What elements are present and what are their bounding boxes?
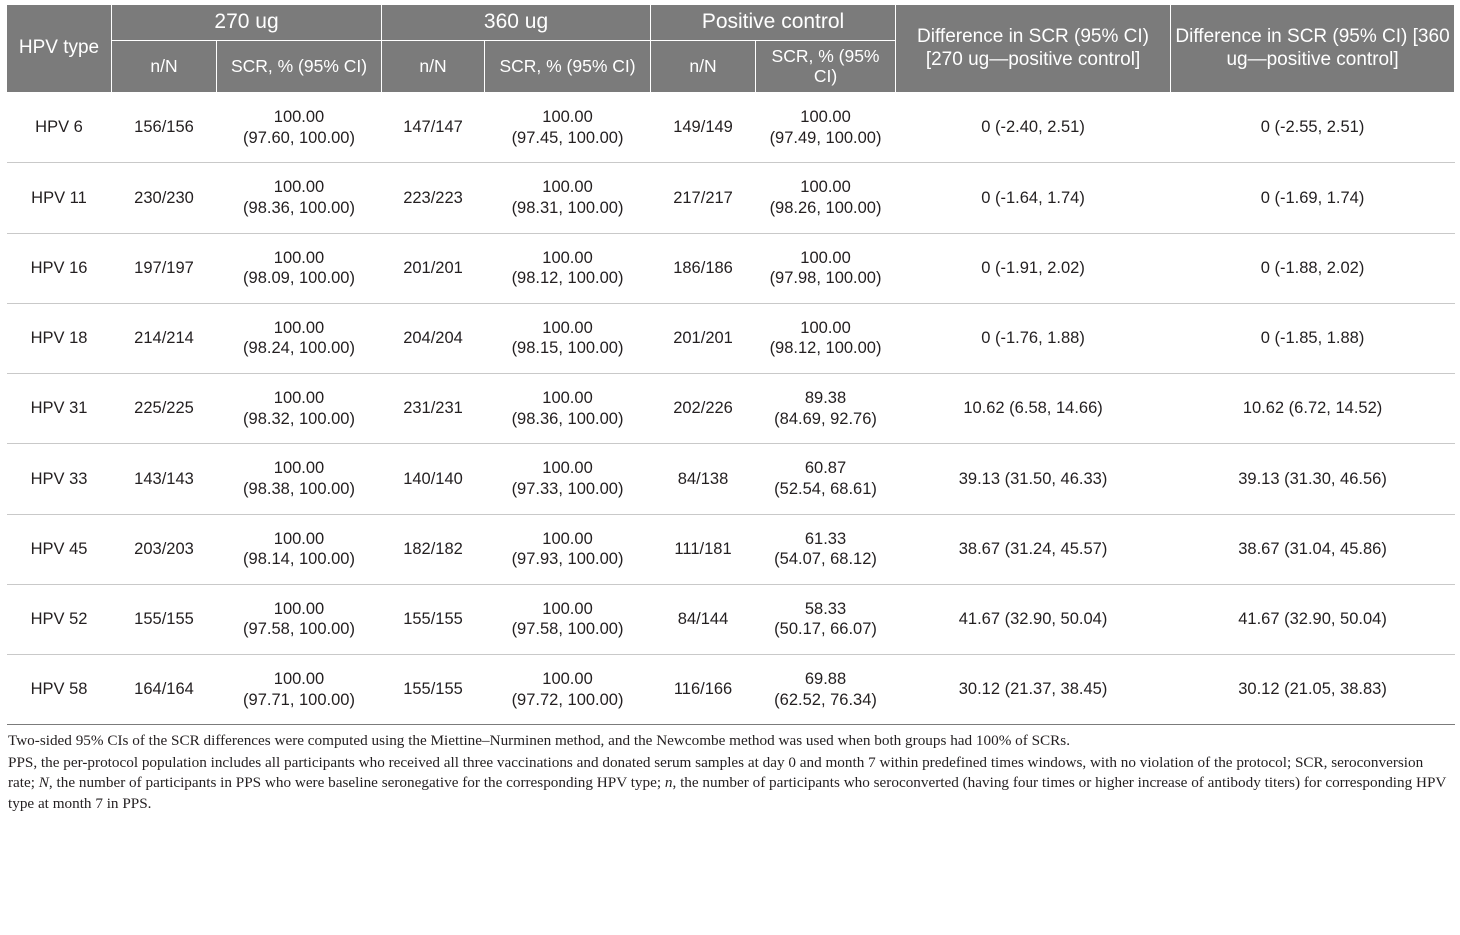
cell-scr-positive-control <box>756 93 896 163</box>
hpv-scr-table <box>6 4 1455 725</box>
cell-difference-360: 0 (-1.85, 1.88) <box>1171 303 1455 373</box>
cell-scr-positive-control <box>756 163 896 233</box>
cell-hpv-type: HPV 16 <box>7 233 112 303</box>
footnote-line-1: Two-sided 95% CIs of the SCR differences were computed using the Miettine–Nurminen method, and the Newcombe method was used when both groups had 100% of SCRs. <box>8 732 1071 750</box>
cell-scr-360 <box>485 93 651 163</box>
cell-nn-360: 147/147 <box>382 93 485 163</box>
scr-ci: (97.98, 100.00) <box>769 269 882 288</box>
footnote-part-2: , the number of participants in PPS who were baseline seronegative for the corresponding HPV type; <box>48 774 665 792</box>
scr-value: 100.00 <box>542 389 593 408</box>
header-scr-positive-control: SCR, % (95% CI) <box>756 40 896 92</box>
footnote-part-3: , the number of participants who seroconverted (having four times or higher increase of antibody titers) for corresponding HPV type at month 7 in PPS. <box>8 774 1447 812</box>
scr-ci: (97.33, 100.00) <box>511 479 624 498</box>
cell-nn-270: 214/214 <box>112 303 217 373</box>
header-row-top <box>7 5 1455 41</box>
scr-ci: (98.14, 100.00) <box>243 550 355 569</box>
header-nn-360: n/N <box>382 40 485 92</box>
scr-value: 69.88 <box>804 670 847 689</box>
table-body <box>7 93 1455 725</box>
scr-value: 100.00 <box>273 389 325 408</box>
table-row <box>7 233 1455 303</box>
cell-nn-270: 164/164 <box>112 655 217 725</box>
scr-ci: (84.69, 92.76) <box>774 409 877 428</box>
cell-nn-positive-control: 202/226 <box>651 374 756 444</box>
cell-hpv-type: HPV 58 <box>7 655 112 725</box>
cell-difference-360: 41.67 (32.90, 50.04) <box>1171 584 1455 654</box>
cell-difference-270: 0 (-1.64, 1.74) <box>896 163 1171 233</box>
scr-value: 100.00 <box>542 459 593 478</box>
cell-nn-270: 197/197 <box>112 233 217 303</box>
scr-ci: (98.36, 100.00) <box>511 409 624 428</box>
table-row <box>7 514 1455 584</box>
cell-scr-positive-control <box>756 514 896 584</box>
cell-scr-270 <box>217 233 382 303</box>
scr-value: 100.00 <box>542 108 593 127</box>
cell-difference-270: 38.67 (31.24, 45.57) <box>896 514 1171 584</box>
header-scr-270: SCR, % (95% CI) <box>217 40 382 92</box>
scr-ci: (97.45, 100.00) <box>511 128 624 147</box>
scr-ci: (62.52, 76.34) <box>774 690 877 709</box>
scr-value: 100.00 <box>273 670 325 689</box>
scr-value: 100.00 <box>273 178 325 197</box>
cell-scr-270 <box>217 584 382 654</box>
scr-value: 61.33 <box>804 529 847 548</box>
footnote-italic-n: n <box>664 774 673 792</box>
scr-value: 100.00 <box>273 599 325 618</box>
cell-nn-360: 223/223 <box>382 163 485 233</box>
cell-difference-360: 0 (-2.55, 2.51) <box>1171 93 1455 163</box>
table-row <box>7 163 1455 233</box>
cell-nn-270: 225/225 <box>112 374 217 444</box>
cell-nn-360: 182/182 <box>382 514 485 584</box>
cell-nn-positive-control: 111/181 <box>651 514 756 584</box>
scr-ci: (98.31, 100.00) <box>511 198 624 217</box>
scr-value: 100.00 <box>273 318 325 337</box>
header-group-270: 270 ug <box>112 5 382 41</box>
scr-ci: (98.36, 100.00) <box>243 198 355 217</box>
scr-value: 100.00 <box>800 178 851 197</box>
scr-ci: (98.12, 100.00) <box>769 339 882 358</box>
cell-nn-positive-control: 84/138 <box>651 444 756 514</box>
scr-value: 100.00 <box>542 529 593 548</box>
cell-nn-positive-control: 186/186 <box>651 233 756 303</box>
header-hpv-type: HPV type <box>7 5 112 93</box>
table-footnotes <box>6 725 1454 814</box>
scr-ci: (54.07, 68.12) <box>774 550 877 569</box>
cell-scr-360 <box>485 163 651 233</box>
cell-nn-270: 156/156 <box>112 93 217 163</box>
scr-ci: (98.38, 100.00) <box>243 479 355 498</box>
cell-nn-360: 155/155 <box>382 584 485 654</box>
table-row <box>7 444 1455 514</box>
table-row <box>7 655 1455 725</box>
cell-difference-270: 0 (-1.76, 1.88) <box>896 303 1171 373</box>
cell-scr-270 <box>217 93 382 163</box>
cell-nn-positive-control: 217/217 <box>651 163 756 233</box>
header-group-positive-control: Positive control <box>651 5 896 41</box>
cell-nn-positive-control: 201/201 <box>651 303 756 373</box>
cell-hpv-type: HPV 52 <box>7 584 112 654</box>
cell-nn-360: 204/204 <box>382 303 485 373</box>
scr-ci: (98.12, 100.00) <box>511 269 624 288</box>
cell-difference-360: 0 (-1.88, 2.02) <box>1171 233 1455 303</box>
cell-scr-360 <box>485 584 651 654</box>
table-row <box>7 93 1455 163</box>
cell-difference-360: 10.62 (6.72, 14.52) <box>1171 374 1455 444</box>
scr-value: 100.00 <box>542 318 593 337</box>
scr-ci: (98.32, 100.00) <box>243 409 355 428</box>
scr-ci: (97.71, 100.00) <box>243 690 355 709</box>
cell-difference-360: 39.13 (31.30, 46.56) <box>1171 444 1455 514</box>
cell-scr-270 <box>217 655 382 725</box>
cell-scr-270 <box>217 303 382 373</box>
table-header <box>7 5 1455 93</box>
cell-scr-360 <box>485 303 651 373</box>
cell-hpv-type: HPV 11 <box>7 163 112 233</box>
cell-difference-270: 0 (-1.91, 2.02) <box>896 233 1171 303</box>
cell-difference-270: 39.13 (31.50, 46.33) <box>896 444 1171 514</box>
cell-scr-360 <box>485 444 651 514</box>
cell-hpv-type: HPV 33 <box>7 444 112 514</box>
cell-scr-270 <box>217 374 382 444</box>
cell-hpv-type: HPV 18 <box>7 303 112 373</box>
scr-value: 60.87 <box>804 459 847 478</box>
cell-scr-360 <box>485 233 651 303</box>
scr-ci: (98.09, 100.00) <box>243 269 355 288</box>
cell-scr-positive-control <box>756 584 896 654</box>
scr-ci: (98.26, 100.00) <box>769 198 882 217</box>
cell-scr-270 <box>217 444 382 514</box>
cell-scr-positive-control <box>756 655 896 725</box>
scr-value: 100.00 <box>273 248 325 267</box>
cell-scr-360 <box>485 374 651 444</box>
scr-value: 100.00 <box>542 248 593 267</box>
cell-difference-270: 0 (-2.40, 2.51) <box>896 93 1171 163</box>
scr-ci: (98.15, 100.00) <box>511 339 624 358</box>
scr-value: 100.00 <box>800 248 851 267</box>
cell-hpv-type: HPV 6 <box>7 93 112 163</box>
cell-nn-360: 231/231 <box>382 374 485 444</box>
header-nn-positive-control: n/N <box>651 40 756 92</box>
scr-value: 100.00 <box>800 318 851 337</box>
cell-nn-360: 201/201 <box>382 233 485 303</box>
cell-nn-360: 155/155 <box>382 655 485 725</box>
scr-value: 100.00 <box>273 108 325 127</box>
cell-nn-270: 143/143 <box>112 444 217 514</box>
scr-ci: (50.17, 66.07) <box>774 620 877 639</box>
header-scr-360: SCR, % (95% CI) <box>485 40 651 92</box>
cell-scr-positive-control <box>756 444 896 514</box>
header-difference-270: Difference in SCR (95% CI) [270 ug—positive control] <box>896 5 1171 93</box>
scr-value: 100.00 <box>542 670 593 689</box>
cell-scr-360 <box>485 514 651 584</box>
cell-difference-360: 30.12 (21.05, 38.83) <box>1171 655 1455 725</box>
scr-value: 100.00 <box>800 108 851 127</box>
scr-value: 100.00 <box>542 599 593 618</box>
cell-difference-270: 41.67 (32.90, 50.04) <box>896 584 1171 654</box>
cell-scr-360 <box>485 655 651 725</box>
scr-ci: (97.72, 100.00) <box>511 690 624 709</box>
table-row <box>7 374 1455 444</box>
scr-value: 100.00 <box>542 178 593 197</box>
cell-nn-positive-control: 116/166 <box>651 655 756 725</box>
cell-difference-270: 10.62 (6.58, 14.66) <box>896 374 1171 444</box>
cell-difference-270: 30.12 (21.37, 38.45) <box>896 655 1171 725</box>
cell-hpv-type: HPV 45 <box>7 514 112 584</box>
scr-value: 89.38 <box>804 389 847 408</box>
scr-value: 100.00 <box>273 529 325 548</box>
cell-nn-positive-control: 84/144 <box>651 584 756 654</box>
cell-difference-360: 38.67 (31.04, 45.86) <box>1171 514 1455 584</box>
cell-difference-360: 0 (-1.69, 1.74) <box>1171 163 1455 233</box>
scr-ci: (98.24, 100.00) <box>243 339 355 358</box>
scr-ci: (97.58, 100.00) <box>243 620 355 639</box>
cell-scr-270 <box>217 514 382 584</box>
scr-ci: (97.49, 100.00) <box>769 128 882 147</box>
cell-scr-270 <box>217 163 382 233</box>
header-nn-270: n/N <box>112 40 217 92</box>
footnote-line-2 <box>8 753 1452 815</box>
table-row <box>7 303 1455 373</box>
footnote-italic-N: N <box>38 774 49 792</box>
cell-nn-270: 203/203 <box>112 514 217 584</box>
cell-scr-positive-control <box>756 374 896 444</box>
cell-nn-270: 155/155 <box>112 584 217 654</box>
cell-nn-270: 230/230 <box>112 163 217 233</box>
cell-nn-positive-control: 149/149 <box>651 93 756 163</box>
cell-scr-positive-control <box>756 233 896 303</box>
cell-scr-positive-control <box>756 303 896 373</box>
scr-ci: (97.93, 100.00) <box>511 550 624 569</box>
scr-ci: (97.60, 100.00) <box>243 128 355 147</box>
scr-value: 58.33 <box>804 599 847 618</box>
cell-hpv-type: HPV 31 <box>7 374 112 444</box>
header-group-360: 360 ug <box>382 5 651 41</box>
cell-nn-360: 140/140 <box>382 444 485 514</box>
footnote-part-1: PPS, the per-protocol population includes all participants who received all three vaccinations and donated serum samples at day 0 and month 7 within predefined times windows, with no violation of the protocol; SCR, seroconversion rate; <box>8 753 1424 792</box>
table-row <box>7 584 1455 654</box>
scr-ci: (52.54, 68.61) <box>774 479 877 498</box>
scr-ci: (97.58, 100.00) <box>511 620 624 639</box>
header-difference-360: Difference in SCR (95% CI) [360 ug—positive control] <box>1171 5 1455 93</box>
scr-value: 100.00 <box>273 459 325 478</box>
